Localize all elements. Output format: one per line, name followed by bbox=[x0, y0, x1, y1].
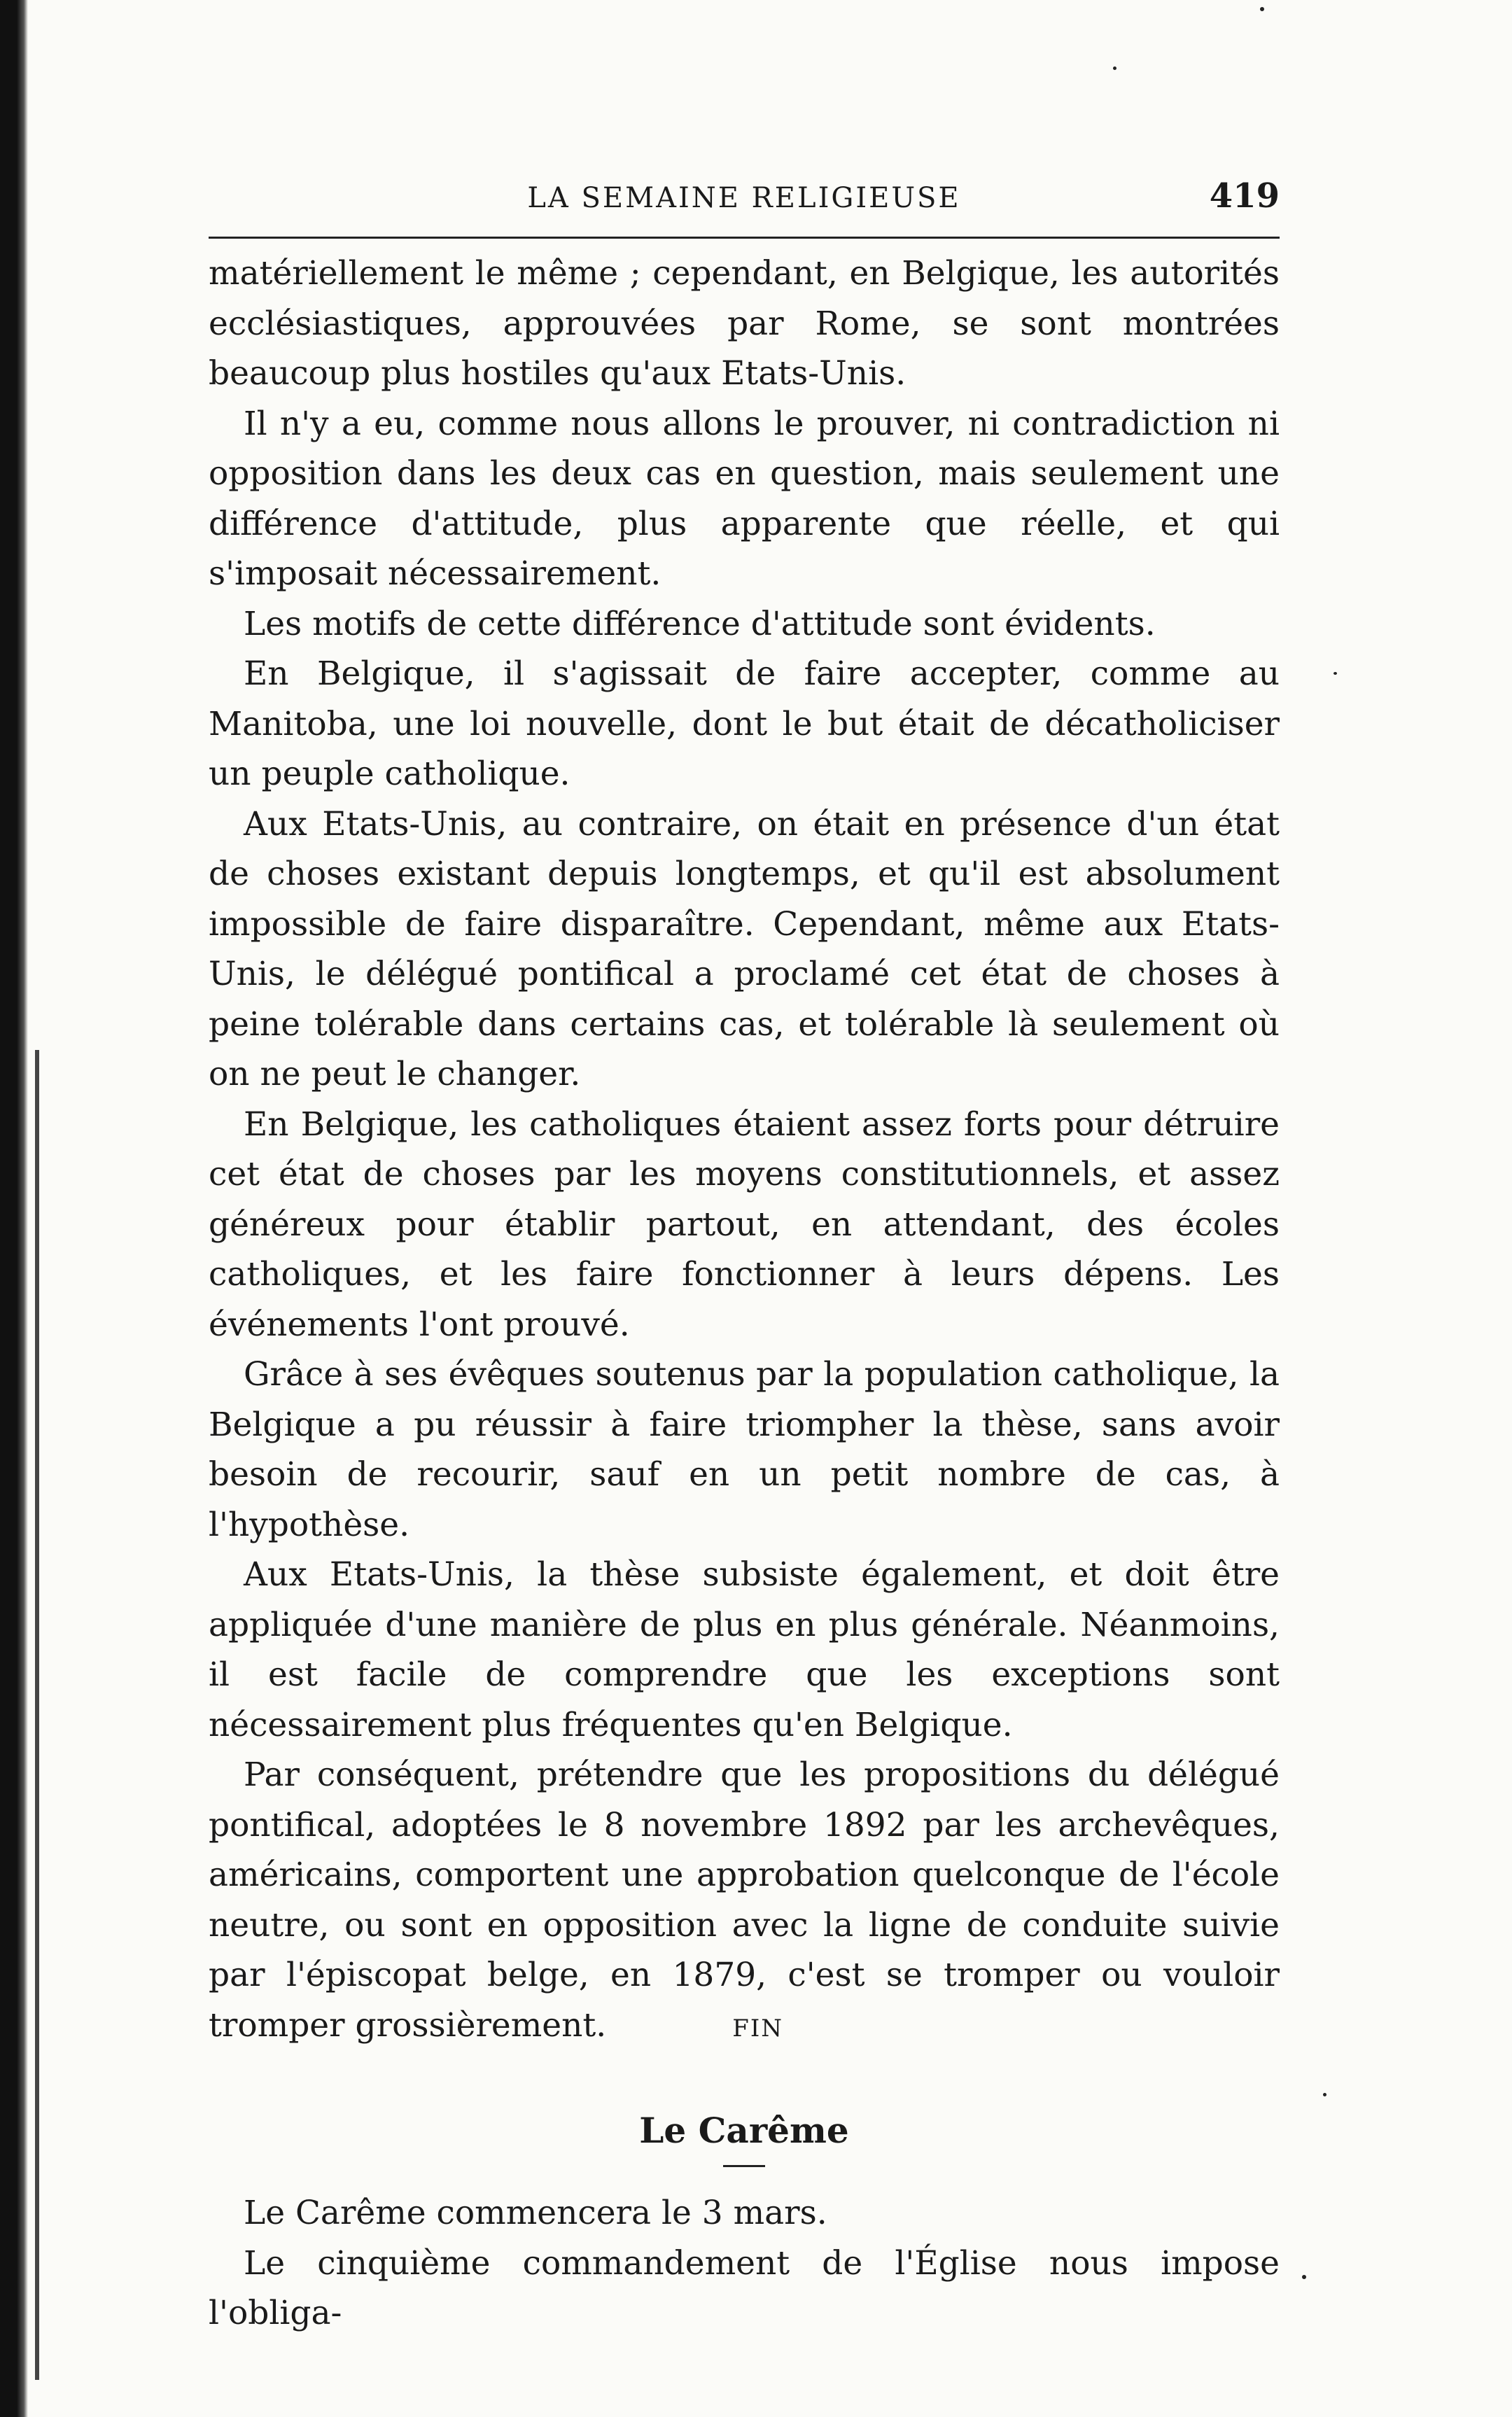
scan-speck bbox=[1323, 2093, 1326, 2096]
paragraph: Les motifs de cette différence d'attitude sont évidents. bbox=[244, 604, 1156, 643]
page-number: 419 bbox=[1209, 176, 1280, 216]
article-body bbox=[209, 248, 1280, 2054]
section-title: Le Carême bbox=[639, 2110, 849, 2151]
section-body bbox=[209, 2188, 1280, 2339]
running-title: LA SEMAINE RELIGIEUSE bbox=[527, 182, 961, 214]
book-spine-shadow bbox=[0, 0, 28, 2417]
paragraph: Le cinquième commandement de l'Église nous impose l'obliga- bbox=[209, 2243, 1280, 2332]
running-header bbox=[209, 175, 1280, 231]
paragraph: Aux Etats-Unis, la thèse subsiste également, et doit être appliquée d'une manière de plus en plus générale. Néanmoins, il est facile de comprendre que les exceptions sont nécessairement plus fréquentes qu'en Belgique. bbox=[209, 1555, 1280, 1744]
fin-mark: FIN bbox=[732, 2014, 784, 2043]
scan-speck bbox=[1260, 7, 1264, 11]
scan-speck bbox=[1334, 672, 1337, 675]
paragraph: matériellement le même ; cependant, en Belgique, les autorités ecclésiastiques, approuvées par Rome, se sont montrées beaucoup plus hostiles qu'aux Etats-Unis. bbox=[209, 254, 1280, 393]
document-page bbox=[209, 175, 1280, 2339]
section-rule bbox=[723, 2165, 765, 2167]
paragraph: Grâce à ses évêques soutenus par la population catholique, la Belgique a pu réussir à faire triompher la thèse, sans avoir besoin de recourir, sauf en un petit nombre de cas, à l'hypothèse. bbox=[209, 1355, 1280, 1544]
scan-edge-mark bbox=[35, 1050, 39, 2380]
paragraph bbox=[209, 1750, 1280, 2054]
paragraph: En Belgique, les catholiques étaient assez forts pour détruire cet état de choses par les moyens constitutionnels, et assez généreux pour établir partout, en attendant, des écoles catholiques, et les faire fonctionner à leurs dépens. Les événements l'ont prouvé. bbox=[209, 1105, 1280, 1344]
scan-speck bbox=[1302, 2275, 1306, 2279]
paragraph: Il n'y a eu, comme nous allons le prouver, ni contradiction ni opposition dans les deux cas en question, mais seulement une différence d'attitude, plus apparente que réelle, et qui s'imposait nécessairement. bbox=[209, 404, 1280, 593]
paragraph: Aux Etats-Unis, au contraire, on était en présence d'un état de choses existant depuis longtemps, et qu'il est absolument impossible de faire disparaître. Cependant, même aux Etats-Unis, le délégué pontifical a proclamé cet état de choses à peine tolérable dans certains cas, et tolérable là seulement où on ne peut le changer. bbox=[209, 804, 1280, 1093]
header-rule bbox=[209, 237, 1280, 239]
paragraph: En Belgique, il s'agissait de faire accepter, comme au Manitoba, une loi nouvelle, dont le but était de décatholiciser un peuple catholique. bbox=[209, 654, 1280, 793]
paragraph: Le Carême commencera le 3 mars. bbox=[244, 2194, 827, 2232]
paragraph-text: Par conséquent, prétendre que les propositions du délégué pontifical, adoptées le 8 novembre 1892 par les archevêques, américains, comportent une approbation quelconque de l'école neutre, ou sont en opposition avec la ligne de conduite suivie par l'épiscopat belge, en 1879, c'est se tromper ou vouloir tromper grossièrement. bbox=[209, 1756, 1280, 2045]
scan-speck bbox=[1113, 66, 1116, 70]
